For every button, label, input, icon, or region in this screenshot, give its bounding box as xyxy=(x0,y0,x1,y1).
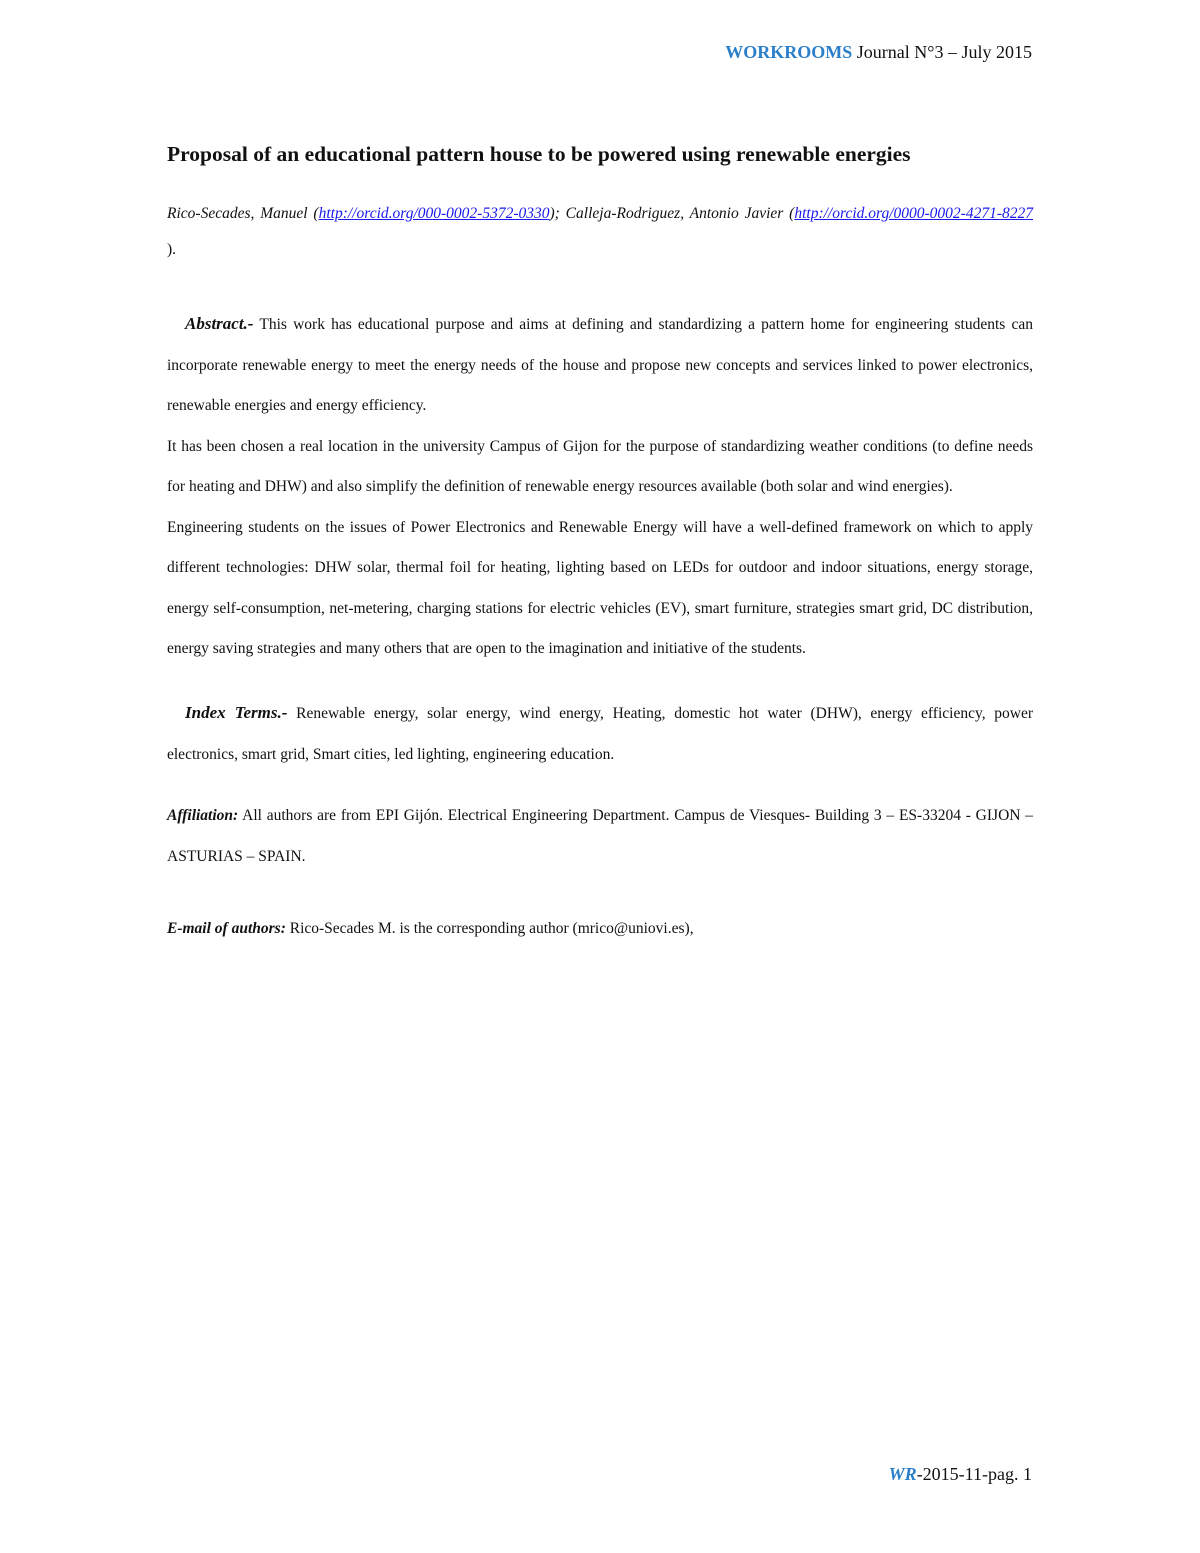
abstract-section xyxy=(167,304,1033,670)
journal-issue-info: Journal N°3 – July 2015 xyxy=(852,42,1032,62)
affiliation-section xyxy=(167,795,1033,877)
abstract-label: Abstract.- xyxy=(185,314,254,333)
email-section xyxy=(167,908,1033,949)
footer-brand: WR xyxy=(888,1464,917,1484)
index-terms-text: Renewable energy, solar energy, wind energy, Heating, domestic hot water (DHW), energy efficiency, power electronics, smart grid, Smart cities, led lighting, engineering education. xyxy=(167,704,1033,763)
author-list-tail: ). xyxy=(167,241,177,258)
email-text: Rico-Secades M. is the corresponding author (mrico@uniovi.es), xyxy=(285,919,694,937)
abstract-paragraph-1 xyxy=(167,304,1033,427)
page-number-info: -2015-11-pag. 1 xyxy=(916,1464,1032,1484)
affiliation-label: Affiliation: xyxy=(167,806,239,824)
author-list xyxy=(167,196,1033,268)
author-1-orcid-link[interactable]: http://orcid.org/000-0002-5372-0330 xyxy=(318,205,550,222)
abstract-paragraph-3: Engineering students on the issues of Power Electronics and Renewable Energy will have a well-defined framework on which to apply different technologies: DHW solar, thermal foil for heating, lighting based on LEDs for outdoor and indoor situations, energy storage, energy self-consumption, net-metering, charging stations for electric vehicles (EV), smart furniture, strategies smart grid, DC distribution, energy saving strategies and many others that are open to the imagination and initiative of the students. xyxy=(167,518,1033,657)
running-footer xyxy=(889,1464,1032,1485)
index-terms-label: Index Terms.- xyxy=(185,702,288,722)
abstract-paragraph-2: It has been chosen a real location in the university Campus of Gijon for the purpose of standardizing weather conditions (to define needs for heating and DHW) and also simplify the definition of renewable energy resources available (both solar and wind energies). xyxy=(167,437,1033,495)
abstract-text-1: This work has educational purpose and aims at defining and standardizing a pattern home for engineering students can incorporate renewable energy to meet the energy needs of the house and propose new concepts and services linked to power electronics, renewable energies and energy efficiency. xyxy=(167,316,1033,414)
journal-brand: WORKROOMS xyxy=(725,42,853,62)
author-separator: ); Calleja-Rodriguez, Antonio Javier ( xyxy=(549,205,795,222)
affiliation-text: All authors are from EPI Gijón. Electrical Engineering Department. Campus de Viesques- Building 3 – ES-33204 - GIJON – ASTURIAS – SPAIN. xyxy=(167,806,1033,865)
paper-title: Proposal of an educational pattern house to be powered using renewable energies xyxy=(167,142,911,166)
index-terms-section xyxy=(167,692,1033,775)
author-2-orcid-link[interactable]: http://orcid.org/0000-0002-4271-8227 xyxy=(794,205,1033,222)
email-label: E-mail of authors: xyxy=(167,919,286,937)
author-1-name: Rico-Secades, Manuel ( xyxy=(167,205,319,222)
paper-content xyxy=(167,138,1033,949)
running-header xyxy=(725,42,1032,63)
